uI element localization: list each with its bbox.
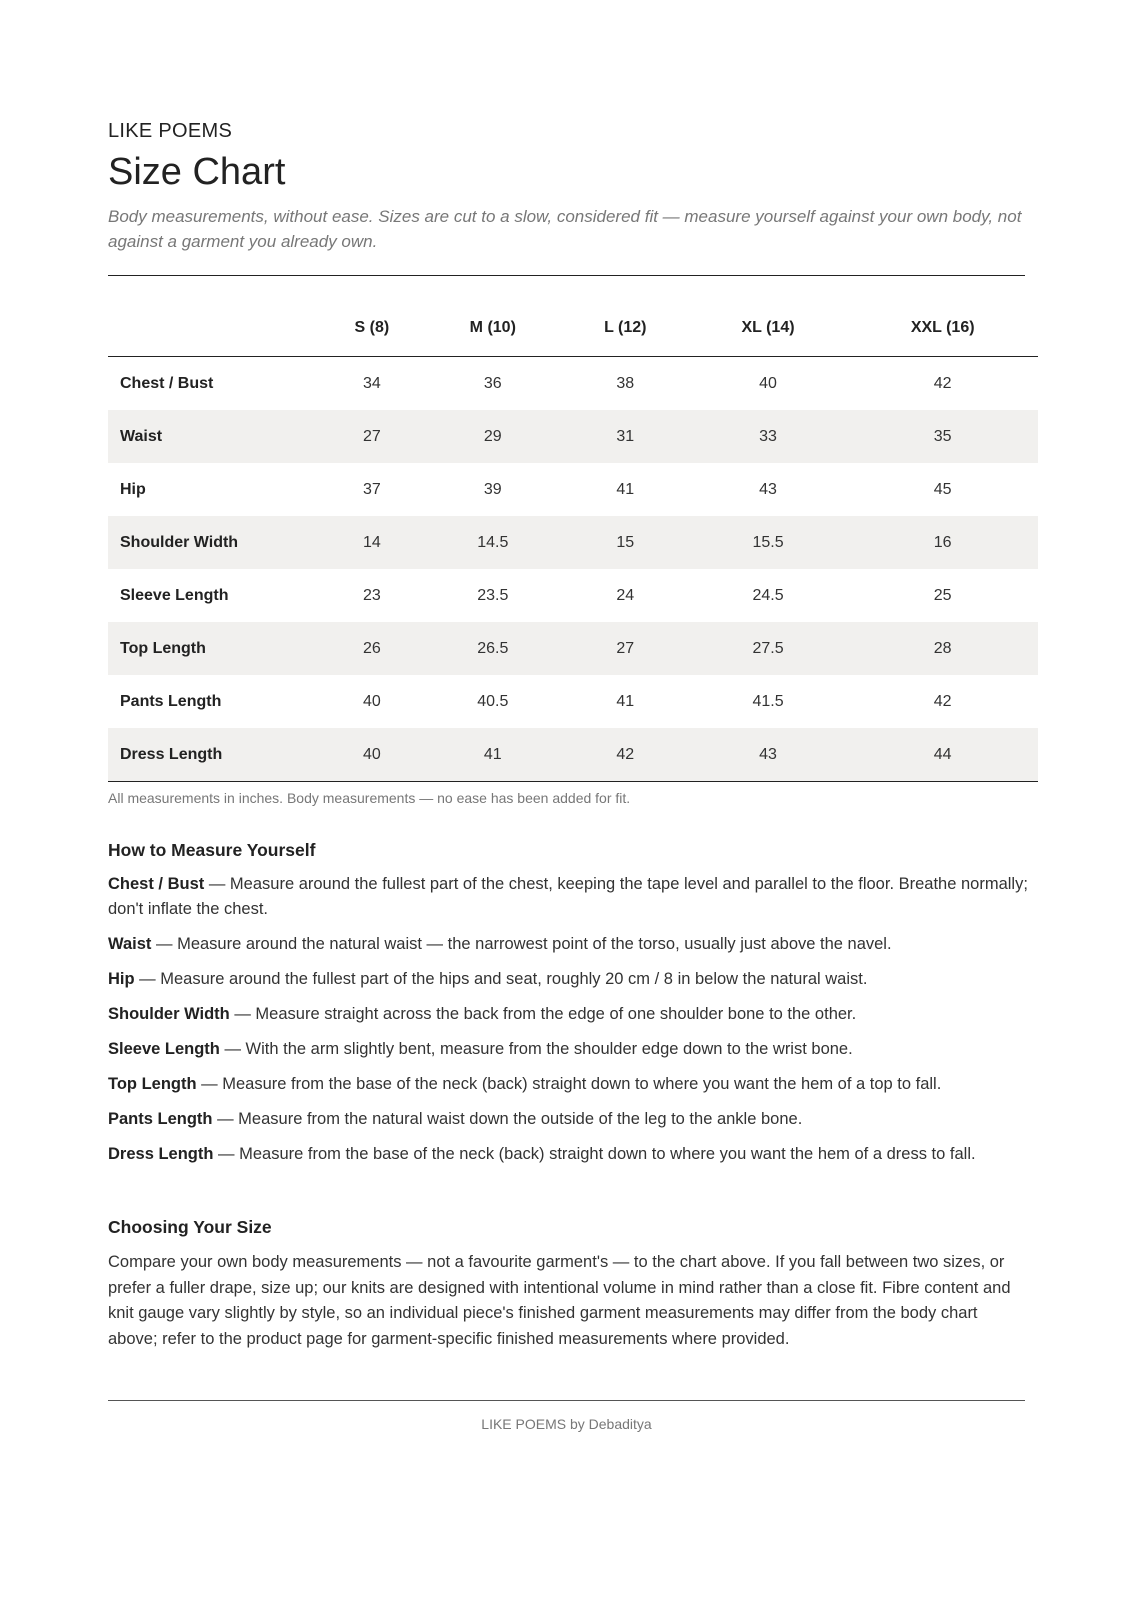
table-cell: 42 <box>933 374 952 392</box>
measure-description: — Measure from the base of the neck (back) straight down to where you want the hem of a top to fall. <box>196 1075 942 1093</box>
row-label: Chest / Bust <box>120 374 214 392</box>
table-cell: 38 <box>616 374 635 392</box>
table-cell: 43 <box>759 480 777 498</box>
measure-term: Sleeve Length <box>108 1040 220 1058</box>
row-label: Sleeve Length <box>120 586 229 604</box>
table-cell: 42 <box>933 692 952 710</box>
table-cell: 40 <box>320 728 424 782</box>
table-cell: 24 <box>616 586 635 604</box>
row-label: Shoulder Width <box>108 516 320 569</box>
row-label: Pants Length <box>120 692 222 710</box>
table-cell: 44 <box>847 728 1038 782</box>
header-divider <box>108 275 1025 276</box>
table-cell: 42 <box>562 728 689 782</box>
table-cell: 41 <box>616 692 635 710</box>
table-cell: 16 <box>847 516 1038 569</box>
table-cell: 40 <box>759 374 777 392</box>
table-cell: 23.5 <box>477 586 509 604</box>
table-cell: 25 <box>933 586 952 604</box>
table-cell: 43 <box>689 728 848 782</box>
brand-name: LIKE POEMS <box>108 120 233 142</box>
list-item <box>108 967 1030 992</box>
table-cell: 27 <box>562 622 689 675</box>
how-to-measure-heading: How to Measure Yourself <box>108 840 316 860</box>
size-table-header-row <box>108 300 1038 357</box>
table-row <box>108 410 1038 463</box>
table-cell: 14 <box>320 516 424 569</box>
measure-instructions-list <box>108 872 1030 1177</box>
table-cell: 15.5 <box>689 516 848 569</box>
column-header-measurement <box>108 300 320 357</box>
table-row <box>108 675 1038 728</box>
list-item <box>108 872 1030 922</box>
footer-divider <box>108 1400 1025 1401</box>
column-header-size: XL (14) <box>689 300 848 357</box>
table-cell: 41 <box>616 480 635 498</box>
measure-term: Waist <box>108 935 152 953</box>
table-cell: 24.5 <box>752 586 784 604</box>
table-cell: 41 <box>424 728 562 782</box>
table-cell: 15 <box>562 516 689 569</box>
measure-term: Hip <box>108 970 135 988</box>
table-cell: 29 <box>424 410 562 463</box>
list-item <box>108 1037 1030 1062</box>
table-cell: 14.5 <box>424 516 562 569</box>
column-header-size: S (8) <box>320 300 424 357</box>
table-cell: 34 <box>362 374 381 392</box>
measure-description: — Measure around the fullest part of the chest, keeping the tape level and parallel to the floor. Breathe normally; don't inflate the chest. <box>108 875 1028 918</box>
table-cell: 28 <box>847 622 1038 675</box>
measure-term: Shoulder Width <box>108 1005 230 1023</box>
choosing-size-heading: Choosing Your Size <box>108 1217 272 1237</box>
list-item <box>108 1107 1030 1132</box>
table-cell: 36 <box>483 374 502 392</box>
table-cell: 27 <box>320 410 424 463</box>
footer-text: LIKE POEMS by Debaditya <box>481 1416 652 1432</box>
measure-term: Chest / Bust <box>108 875 205 893</box>
table-cell: 37 <box>362 480 381 498</box>
measure-description: — Measure from the natural waist down the outside of the leg to the ankle bone. <box>212 1110 803 1128</box>
column-header-size: M (10) <box>424 300 562 357</box>
table-cell: 31 <box>562 410 689 463</box>
list-item <box>108 932 1030 957</box>
table-cell: 33 <box>689 410 848 463</box>
measure-description: — Measure around the fullest part of the hips and seat, roughly 20 cm / 8 in below the natural waist. <box>134 970 868 988</box>
table-row <box>108 622 1038 675</box>
row-label: Top Length <box>108 622 320 675</box>
list-item <box>108 1002 1030 1027</box>
row-label: Hip <box>120 480 146 498</box>
table-row <box>108 463 1038 516</box>
row-label: Waist <box>108 410 320 463</box>
table-cell: 45 <box>933 480 952 498</box>
column-header-size: XXL (16) <box>847 300 1038 357</box>
table-cell: 40 <box>362 692 381 710</box>
page-subtitle: Body measurements, without ease. Sizes are cut to a slow, considered fit — measure yourself against your own body, not against a garment you already own. <box>108 207 1022 251</box>
row-label: Dress Length <box>108 728 320 782</box>
measure-description: — Measure straight across the back from the edge of one shoulder bone to the other. <box>229 1005 857 1023</box>
measure-description: — With the arm slightly bent, measure from the shoulder edge down to the wrist bone. <box>219 1040 853 1058</box>
table-row <box>108 357 1038 411</box>
measure-description: — Measure from the base of the neck (back) straight down to where you want the hem of a dress to fall. <box>213 1145 976 1163</box>
table-row <box>108 728 1038 782</box>
measure-term: Top Length <box>108 1075 197 1093</box>
measure-term: Pants Length <box>108 1110 213 1128</box>
table-cell: 35 <box>847 410 1038 463</box>
list-item <box>108 1072 1030 1097</box>
table-cell: 27.5 <box>689 622 848 675</box>
table-cell: 26 <box>320 622 424 675</box>
size-table <box>108 300 1038 782</box>
table-cell: 39 <box>483 480 502 498</box>
page-title: Size Chart <box>108 151 286 193</box>
table-row <box>108 569 1038 622</box>
table-cell: 26.5 <box>424 622 562 675</box>
list-item <box>108 1142 1030 1167</box>
choosing-size-paragraph: Compare your own body measurements — not a favourite garment's — to the chart above. If you fall between two sizes, or prefer a fuller drape, size up; our knits are designed with intentional volume in mind rather than a close fit. Fibre content and knit gauge vary slightly by style, so an individual piece's finished garment measurements may differ from the body chart above; refer to the product page for garment-specific finished measurements where provided. <box>108 1253 1011 1348</box>
table-row <box>108 516 1038 569</box>
table-cell: 41.5 <box>752 692 784 710</box>
column-header-size: L (12) <box>562 300 689 357</box>
table-footnote: All measurements in inches. Body measurements — no ease has been added for fit. <box>108 790 631 806</box>
table-cell: 23 <box>362 586 381 604</box>
measure-term: Dress Length <box>108 1145 214 1163</box>
measure-description: — Measure around the natural waist — the narrowest point of the torso, usually just above the navel. <box>151 935 892 953</box>
table-cell: 40.5 <box>477 692 509 710</box>
